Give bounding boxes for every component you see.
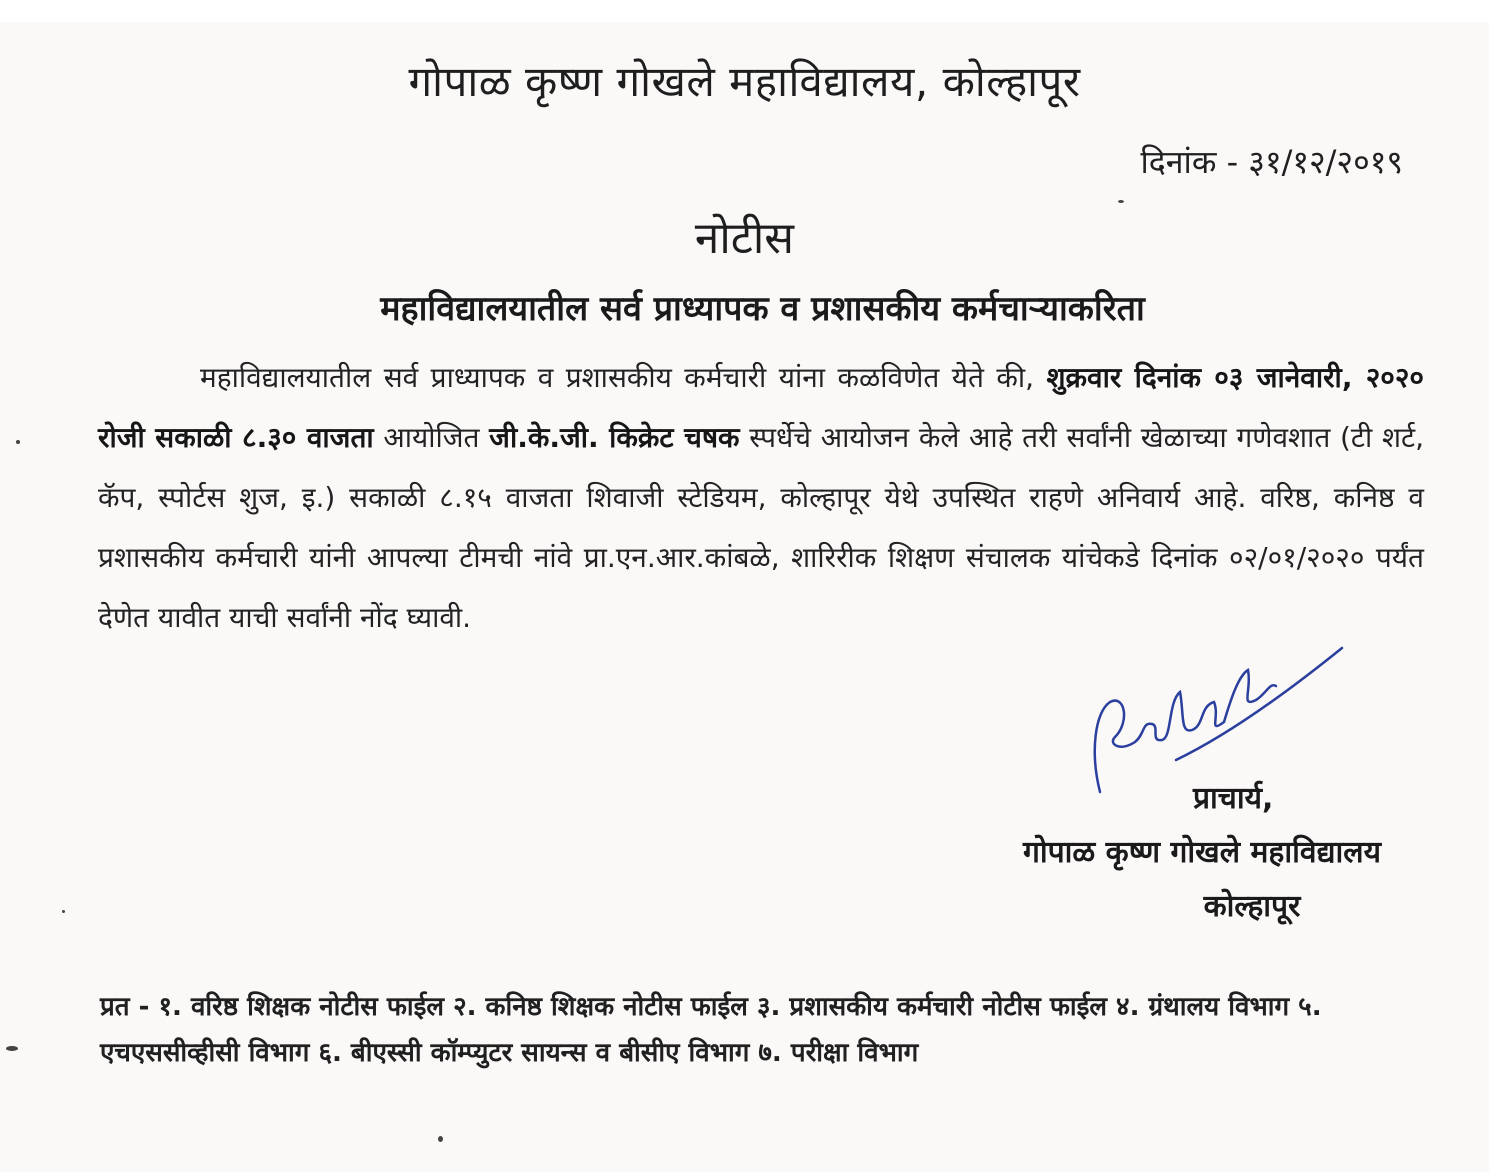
- paper-speck: [438, 1136, 443, 1142]
- notice-sheet: [0, 22, 1489, 1172]
- event-date-time: शुक्रवार दिनांक ०३ जानेवारी, २०२० रोजी सकाळी ८.३० वाजता: [98, 361, 1424, 454]
- signature-block: [1023, 772, 1381, 934]
- body-part-3: आयोजित: [373, 421, 490, 454]
- paper-speck: [16, 440, 20, 444]
- signatory-designation: प्राचार्य,: [1192, 781, 1274, 816]
- paper-speck: [62, 910, 65, 913]
- paper-speck: [6, 1046, 18, 1051]
- notice-date: दिनांक - ३१/१२/२०१९: [1140, 143, 1403, 181]
- copy-distribution: प्रत - १. वरिष्ठ शिक्षक नोटीस फाईल २. कनिष्ठ शिक्षक नोटीस फाईल ३. प्रशासकीय कर्मचारी नोटीस फाईल ४. ग्रंथालय विभाग ५. एचएससीव्हीसी विभाग ६. बीएस्सी कॉम्प्युटर सायन्स व बीसीए विभाग ७. परीक्षा विभाग: [100, 992, 1322, 1068]
- body-part-1: महाविद्यालयातील सर्व प्राध्यापक व प्रशासकीय कर्मचारी यांना कळविणेत येते की,: [200, 361, 1047, 394]
- body-part-5: स्पर्धेचे आयोजन केले आहे तरी सर्वांनी खेळाच्या गणेवशात (टी शर्ट, कॅप, स्पोर्टस शुज, इ.) सकाळी ८.१५ वाजता शिवाजी स्टेडियम, कोल्हापूर येथे उपस्थित राहणे अनिवार्य आहे. वरिष्ठ, कनिष्ठ व प्रशासकीय कर्मचारी यांनी आपल्या टीमची नांवे प्रा.एन.आर.कांबळे, शारिरीक शिक्षण संचालक यांचेकडे दिनांक ०२/०१/२०२० पर्यंत देणेत यावीत याची सर्वांनी नोंद घ्यावी.: [98, 421, 1425, 634]
- paper-speck: [1118, 200, 1124, 203]
- college-title: गोपाळ कृष्ण गोखले महाविद्यालय, कोल्हापूर: [408, 57, 1081, 106]
- notice-heading: नोटीस: [694, 213, 795, 264]
- event-name: जी.के.जी. किक्रेट चषक: [489, 421, 740, 454]
- notice-body: [98, 348, 1424, 648]
- signatory-college: गोपाळ कृष्ण गोखले महाविद्यालय: [1022, 835, 1381, 870]
- signatory-city: कोल्हापूर: [1203, 889, 1301, 924]
- notice-subject: महाविद्यालयातील सर्व प्राध्यापक व प्रशासकीय कर्मचाऱ्याकरिता: [380, 289, 1145, 329]
